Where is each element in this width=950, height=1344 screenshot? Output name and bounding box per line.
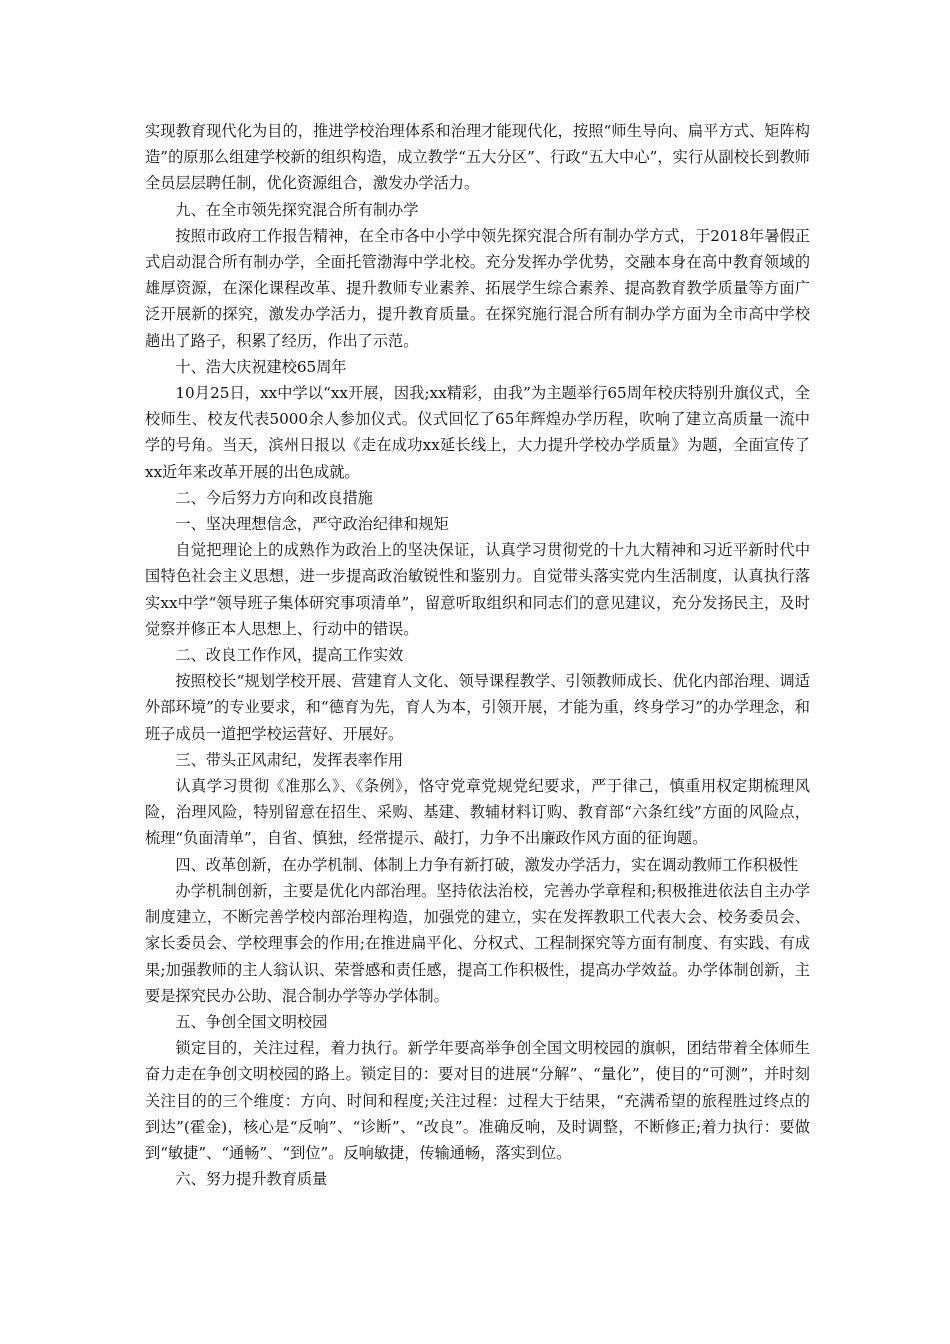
- heading-item-five: 五、争创全国文明校园: [175, 1012, 328, 1031]
- paragraph-integrity: 认真学习贯彻《准那么》、《条例》，恪守党章党规党纪要求，严于律己，慎重用权定期梳理风险，治理风险，特别留意在招生、采购、基建、教辅材料订购、教育部“六条红线”方面的风险点，梳理“负面清单”，自省、慎独，经常提示、敲打，力争不出廉政作风方面的征询题。: [145, 777, 810, 848]
- heading-item-two: 二、改良工作作风，提高工作实效: [175, 646, 404, 665]
- paragraph-mixed-ownership: 按照市政府工作报告精神，在全市各中小学中领先探究混合所有制办学方式，于2018年暑假正式启动混合所有制办学，全面托管渤海中学北校。充分发挥办学优势，交融本身在高中教育领域的雄厚资源，在深化课程改革、提升教师专业素养、拓展学生综合素养、提高教育教学质量等方面广泛开展新的探究，激发办学活力，提升教育质量。在探究施行混合所有制办学方面为全市高中学校趟出了路子，积累了经历，作出了示范。: [145, 226, 810, 350]
- heading-nine: 九、在全市领先探究混合所有制办学: [175, 200, 419, 219]
- heading-item-four: 四、改革创新，在办学机制、体制上力争有新打破，激发办学活力，实在调动教师工作积极性: [175, 855, 799, 874]
- heading-section-two: 二、今后努力方向和改良措施: [175, 488, 373, 507]
- paragraph-continuation: 实现教育现代化为目的，推进学校治理体系和治理才能现代化，按照“师生导向、扁平方式、矩阵构造”的原那么组建学校新的组织构造，成立教学“五大分区”、行政“五大中心”，实行从副校长到教师全员层层聘任制，优化资源组合，激发办学活力。: [145, 122, 810, 193]
- paragraph-anniversary: 10月25日，xx中学以“xx开展，因我;xx精彩，由我”为主题举行65周年校庆特别升旗仪式，全校师生、校友代表5000余人参加仪式。仪式回忆了65年辉煌办学历程，吹响了建立高质量一流中学的号角。当天，滨州日报以《走在成功xx延长线上，大力提升学校办学质量》为题，全面宣传了xx近年来改革开展的出色成就。: [145, 384, 810, 481]
- document-body: [145, 118, 810, 1192]
- paragraph-work-style: 按照校长“规划学校开展、营建育人文化、领导课程教学、引领教师成长、优化内部治理、调适外部环境”的专业要求，和“德育为先，育人为本，引领开展，才能为重，终身学习”的办学理念，和班子成员一道把学校运营好、开展好。: [145, 672, 810, 743]
- heading-ten: 十、浩大庆祝建校65周年: [175, 357, 347, 376]
- paragraph-reform: 办学机制创新，主要是优化内部治理。坚持依法治校，完善办学章程和;积极推进依法自主办学制度建立，不断完善学校内部治理构造，加强党的建立，实在发挥教职工代表大会、校务委员会、家长委员会、学校理事会的作用;在推进扁平化、分权式、工程制探究等方面有制度、有实践、有成果;加强教师的主人翁认识、荣誉感和责任感，提高工作积极性，提高办学效益。办学体制创新，主要是探究民办公助、混合制办学等办学体制。: [145, 881, 810, 1005]
- heading-item-six: 六、努力提升教育质量: [175, 1170, 328, 1189]
- paragraph-political-discipline: 自觉把理论上的成熟作为政治上的坚决保证，认真学习贯彻党的十九大精神和习近平新时代中国特色社会主义思想，进一步提高政治敏锐性和鉴别力。自觉带头落实党内生活制度，认真执行落实xx中学“领导班子集体研究事项清单”，留意听取组织和同志们的意见建议，充分发扬民主，及时觉察并修正本人思想上、行动中的错误。: [145, 541, 810, 638]
- heading-item-three: 三、带头正风肃纪，发挥表率作用: [175, 750, 404, 769]
- paragraph-civilized-campus: 锁定目的，关注过程，着力执行。新学年要高举争创全国文明校园的旗帜，团结带着全体师生奋力走在争创文明校园的路上。锁定目的：要对目的进展“分解”、“量化”，使目的“可测”，并时刻关注目的的三个维度：方向、时间和程度;关注过程：过程大于结果，“充满希望的旅程胜过终点的到达”(霍金)，核心是“反响”、“诊断”、“改良”。准确反响，及时调整，不断修正;着力执行：要做到“敏捷”、“通畅”、“到位”。反响敏捷，传输通畅，落实到位。: [145, 1039, 810, 1162]
- heading-item-one: 一、坚决理想信念，严守政治纪律和规矩: [175, 515, 449, 534]
